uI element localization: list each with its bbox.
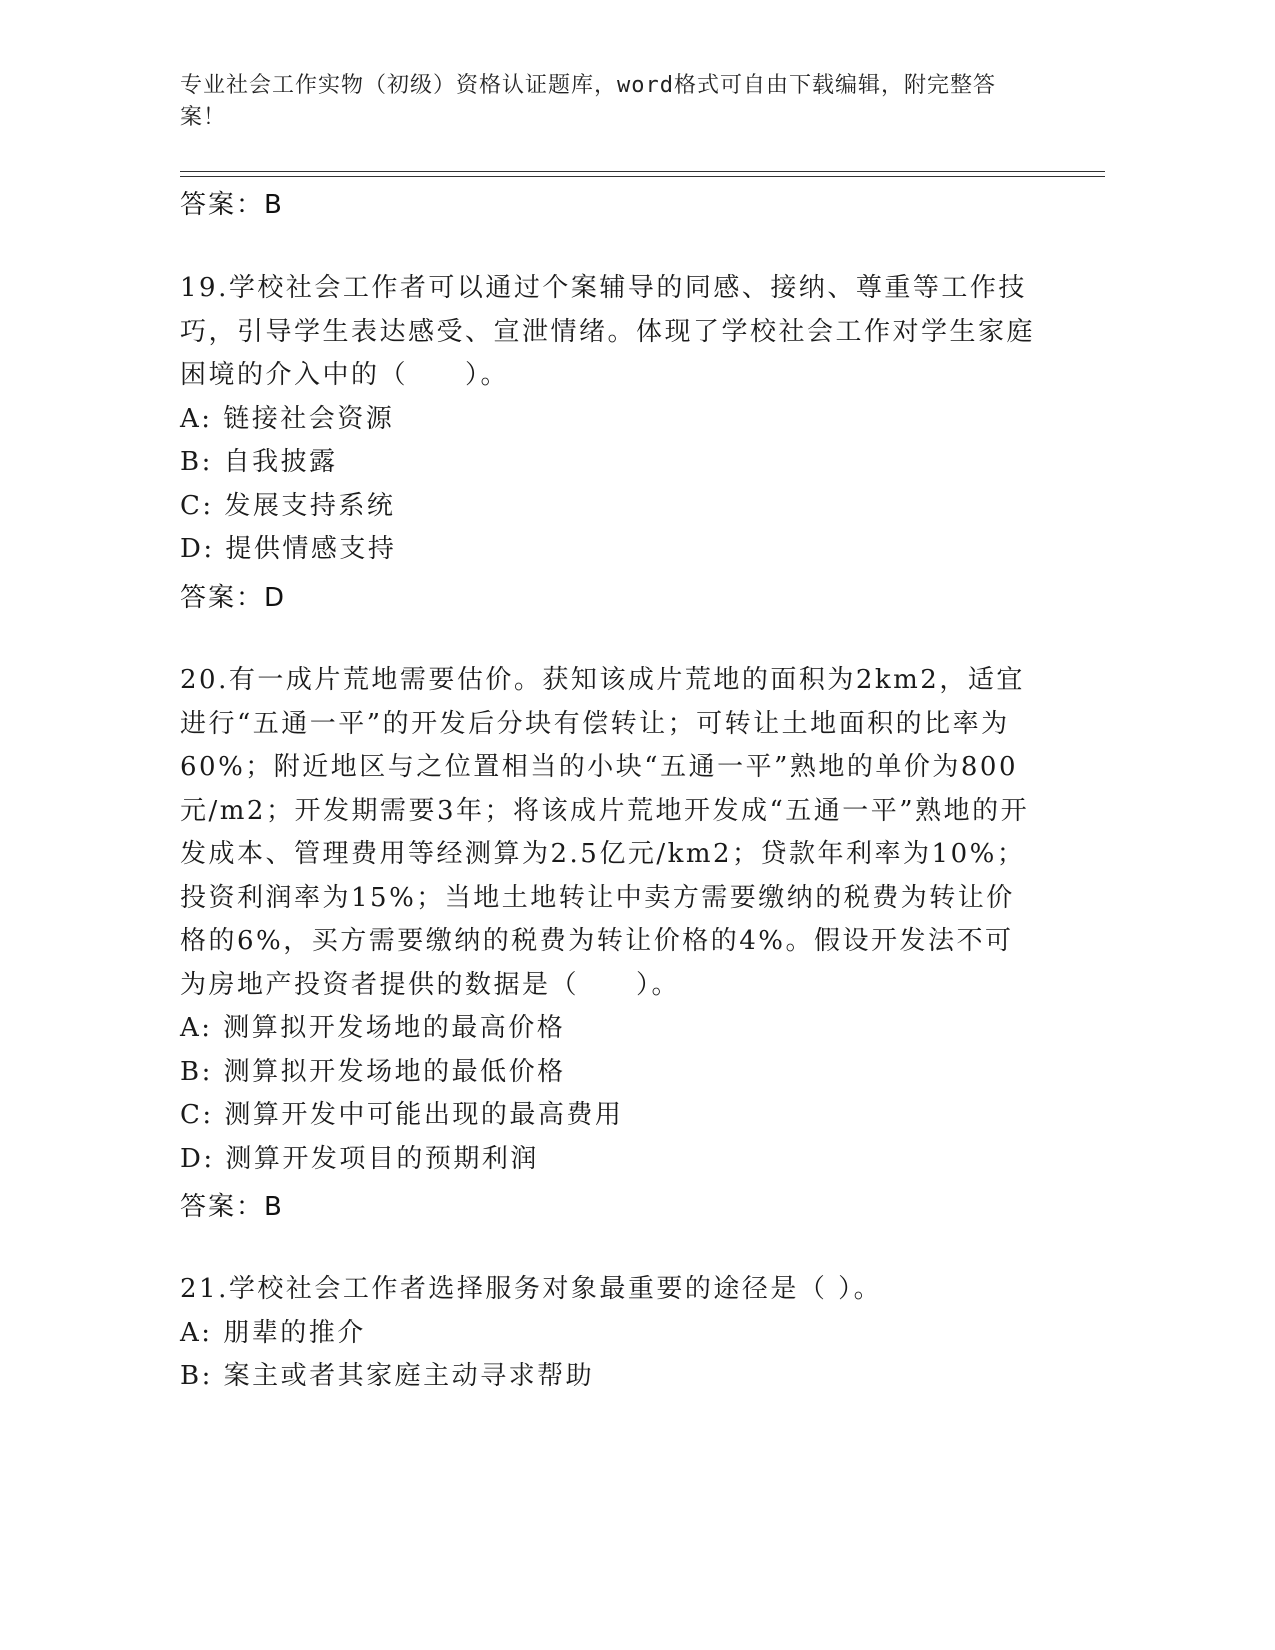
header-rule-top: [180, 171, 1105, 172]
question-20-option-c: C: 测算开发中可能出现的最高费用: [180, 1100, 624, 1130]
question-20-option-a: A: 测算拟开发场地的最高价格: [180, 1013, 566, 1043]
question-20-option-d: D: 测算开发项目的预期利润: [180, 1143, 539, 1174]
question-19-option-c: C: 发展支持系统: [180, 490, 396, 521]
question-20-option-b: B: 测算拟开发场地的最低价格: [180, 1056, 566, 1087]
question-19-option-b: B: 自我披露: [180, 447, 338, 477]
page-header: 专业社会工作实物（初级）资格认证题库，word格式可自由下载编辑，附完整答案！: [180, 73, 996, 130]
question-21: [180, 1268, 1040, 1399]
question-20-text: 20.有一成片荒地需要估价。获知该成片荒地的面积为2km2，适宜进行“五通一平”的开发后分块有偿转让；可转让土地面积的比率为60%；附近地区与之位置相当的小块“五通一平”熟地的单价为800元/m2；开发期需要3年；将该成片荒地开发成“五通一平”熟地的开发成本、管理费用等经测算为2.5亿元/km2；贷款年利率为10%；投资利润率为15%；当地土地转让中卖方需要缴纳的税费为转让价格的6%，买方需要缴纳的税费为转让价格的4%。假设开发法不可为房地产投资者提供的数据是（ ）。: [180, 665, 1030, 1000]
header-rule-bottom: [180, 176, 1105, 177]
question-21-option-b: B: 案主或者其家庭主动寻求帮助: [180, 1361, 595, 1391]
question-20: [180, 659, 1040, 1181]
question-19-option-a: A: 链接社会资源: [180, 403, 395, 434]
question-19-option-d: D: 提供情感支持: [180, 534, 397, 564]
question-20-answer: 答案：B: [180, 1192, 284, 1222]
question-19-text: 19.学校社会工作者可以通过个案辅导的同感、接纳、尊重等工作技巧，引导学生表达感受、宣泄情绪。体现了学校社会工作对学生家庭困境的介入中的（ ）。: [180, 273, 1036, 390]
answer-previous: 答案：B: [180, 190, 284, 220]
question-19-answer: 答案：D: [180, 583, 287, 613]
question-19: [180, 267, 1040, 572]
question-21-option-a: A: 朋辈的推介: [180, 1317, 366, 1348]
question-21-text: 21.学校社会工作者选择服务对象最重要的途径是（ ）。: [180, 1274, 883, 1304]
